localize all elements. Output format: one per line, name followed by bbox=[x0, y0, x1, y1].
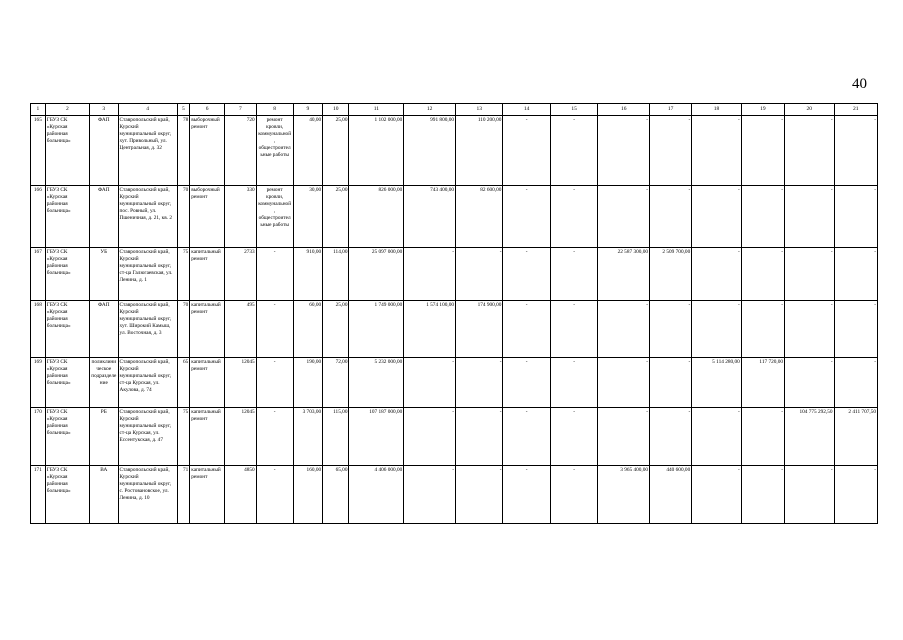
cell-col-17: - bbox=[650, 301, 692, 358]
cell-col-5: 75 bbox=[177, 248, 190, 301]
cell-col-16: - bbox=[598, 408, 650, 466]
cell-col-3: ВА bbox=[90, 466, 118, 524]
cell-col-21: - bbox=[834, 301, 877, 358]
cell-col-9: 30,00 bbox=[293, 186, 323, 248]
cell-col-16: 22 587 300,00 bbox=[598, 248, 650, 301]
table-row bbox=[31, 408, 878, 466]
cell-col-14: - bbox=[503, 466, 550, 524]
cell-col-11: 1 749 000,00 bbox=[349, 301, 404, 358]
cell-col-4: Ставропольский край, Курский муниципальный округ, с. Ростовановское, ул. Ленина, д. 10 bbox=[118, 466, 177, 524]
cell-col-13: - bbox=[456, 408, 503, 466]
cell-col-21: - bbox=[834, 186, 877, 248]
cell-col-21: 2 411 707,50 bbox=[834, 408, 877, 466]
cell-col-9: 40,00 bbox=[293, 116, 323, 186]
cell-col-11: 25 097 000,00 bbox=[349, 248, 404, 301]
column-number-1: 1 bbox=[31, 104, 46, 116]
cell-col-6: капитальный ремонт bbox=[190, 466, 225, 524]
cell-col-16: - bbox=[598, 358, 650, 408]
cell-col-11: 826 000,00 bbox=[349, 186, 404, 248]
column-number-16: 16 bbox=[598, 104, 650, 116]
cell-col-18: - bbox=[692, 301, 742, 358]
cell-col-4: Ставропольский край, Курский муниципальный округ, ст-ца Галюгаевская, ул. Ленина, д. 1 bbox=[118, 248, 177, 301]
cell-col-14: - bbox=[503, 358, 550, 408]
cell-col-5: 71 bbox=[177, 466, 190, 524]
cell-col-16: - bbox=[598, 116, 650, 186]
cell-col-18: - bbox=[692, 466, 742, 524]
column-number-12: 12 bbox=[404, 104, 456, 116]
cell-col-14: - bbox=[503, 248, 550, 301]
cell-col-20: - bbox=[785, 116, 835, 186]
cell-col-12: - bbox=[404, 358, 456, 408]
cell-col-7: 2733 bbox=[225, 248, 257, 301]
cell-col-2: ГБУЗ СК «Курская районная больница» bbox=[45, 248, 89, 301]
cell-col-8: - bbox=[256, 466, 293, 524]
cell-col-8: - bbox=[256, 301, 293, 358]
table-row bbox=[31, 466, 878, 524]
cell-col-19: 117 720,00 bbox=[741, 358, 784, 408]
cell-col-10: 114,00 bbox=[323, 248, 349, 301]
column-number-14: 14 bbox=[503, 104, 550, 116]
cell-col-19: - bbox=[741, 408, 784, 466]
table-row bbox=[31, 301, 878, 358]
column-number-7: 7 bbox=[225, 104, 257, 116]
cell-col-1: 166 bbox=[31, 186, 46, 248]
cell-col-3: поликлиническое подразделение bbox=[90, 358, 118, 408]
column-number-6: 6 bbox=[190, 104, 225, 116]
cell-col-19: - bbox=[741, 116, 784, 186]
cell-col-10: 72,00 bbox=[323, 358, 349, 408]
cell-col-10: 25,00 bbox=[323, 186, 349, 248]
cell-col-8: - bbox=[256, 248, 293, 301]
cell-col-2: ГБУЗ СК «Курская районная больница» bbox=[45, 358, 89, 408]
cell-col-6: капитальный ремонт bbox=[190, 248, 225, 301]
cell-col-11: 1 102 000,00 bbox=[349, 116, 404, 186]
cell-col-21: - bbox=[834, 358, 877, 408]
cell-col-14: - bbox=[503, 301, 550, 358]
column-number-13: 13 bbox=[456, 104, 503, 116]
cell-col-16: - bbox=[598, 301, 650, 358]
repair-program-table bbox=[30, 103, 878, 524]
table-row bbox=[31, 186, 878, 248]
cell-col-5: 78 bbox=[177, 116, 190, 186]
cell-col-3: РБ bbox=[90, 408, 118, 466]
cell-col-20: - bbox=[785, 301, 835, 358]
column-number-2: 2 bbox=[45, 104, 89, 116]
cell-col-4: Ставропольский край, Курский муниципальный округ, пос. Ровный, ул. Пшеничная, д. 21, кв. 2 bbox=[118, 186, 177, 248]
page-number: 40 bbox=[852, 76, 867, 92]
cell-col-5: 70 bbox=[177, 186, 190, 248]
cell-col-19: - bbox=[741, 466, 784, 524]
cell-col-12: 991 800,00 bbox=[404, 116, 456, 186]
cell-col-13: 174 900,00 bbox=[456, 301, 503, 358]
cell-col-4: Ставропольский край, Курский муниципальный округ, хут. Привольный, ул. Центральная, д. 32 bbox=[118, 116, 177, 186]
cell-col-11: 4 406 000,00 bbox=[349, 466, 404, 524]
cell-col-5: 65 bbox=[177, 358, 190, 408]
cell-col-3: УБ bbox=[90, 248, 118, 301]
cell-col-20: - bbox=[785, 466, 835, 524]
column-number-17: 17 bbox=[650, 104, 692, 116]
cell-col-17: - bbox=[650, 408, 692, 466]
cell-col-1: 169 bbox=[31, 358, 46, 408]
table-row bbox=[31, 116, 878, 186]
cell-col-4: Ставропольский край, Курский муниципальный округ, ст-ца Курская, ул. Ессентукская, д. 47 bbox=[118, 408, 177, 466]
cell-col-14: - bbox=[503, 186, 550, 248]
cell-col-10: 115,00 bbox=[323, 408, 349, 466]
cell-col-1: 167 bbox=[31, 248, 46, 301]
cell-col-19: - bbox=[741, 248, 784, 301]
cell-col-10: 25,00 bbox=[323, 116, 349, 186]
cell-col-14: - bbox=[503, 408, 550, 466]
cell-col-9: 190,00 bbox=[293, 358, 323, 408]
cell-col-2: ГБУЗ СК «Курская районная больница» bbox=[45, 186, 89, 248]
cell-col-1: 168 bbox=[31, 301, 46, 358]
cell-col-12: - bbox=[404, 408, 456, 466]
cell-col-9: 3 703,00 bbox=[293, 408, 323, 466]
cell-col-10: 25,00 bbox=[323, 301, 349, 358]
cell-col-15: - bbox=[550, 186, 597, 248]
cell-col-21: - bbox=[834, 116, 877, 186]
column-number-header-row bbox=[31, 104, 878, 116]
cell-col-13: - bbox=[456, 358, 503, 408]
cell-col-12: 1 574 100,00 bbox=[404, 301, 456, 358]
cell-col-17: 440 600,00 bbox=[650, 466, 692, 524]
table-row bbox=[31, 248, 878, 301]
cell-col-19: - bbox=[741, 186, 784, 248]
cell-col-17: 2 509 700,00 bbox=[650, 248, 692, 301]
cell-col-6: выборочный ремонт bbox=[190, 186, 225, 248]
cell-col-6: капитальный ремонт bbox=[190, 301, 225, 358]
cell-col-14: - bbox=[503, 116, 550, 186]
cell-col-7: 12045 bbox=[225, 358, 257, 408]
column-number-21: 21 bbox=[834, 104, 877, 116]
cell-col-13: 110 200,00 bbox=[456, 116, 503, 186]
cell-col-7: 495 bbox=[225, 301, 257, 358]
cell-col-2: ГБУЗ СК «Курская районная больница» bbox=[45, 466, 89, 524]
cell-col-1: 165 bbox=[31, 116, 46, 186]
cell-col-2: ГБУЗ СК «Курская районная больница» bbox=[45, 408, 89, 466]
cell-col-15: - bbox=[550, 408, 597, 466]
cell-col-15: - bbox=[550, 358, 597, 408]
cell-col-8: - bbox=[256, 408, 293, 466]
cell-col-7: 330 bbox=[225, 186, 257, 248]
cell-col-7: 720 bbox=[225, 116, 257, 186]
cell-col-18: - bbox=[692, 248, 742, 301]
cell-col-9: 910,00 bbox=[293, 248, 323, 301]
cell-col-16: - bbox=[598, 186, 650, 248]
cell-col-18: - bbox=[692, 408, 742, 466]
column-number-9: 9 bbox=[293, 104, 323, 116]
column-number-5: 5 bbox=[177, 104, 190, 116]
cell-col-3: ФАП bbox=[90, 186, 118, 248]
cell-col-17: - bbox=[650, 186, 692, 248]
cell-col-20: 104 775 292,50 bbox=[785, 408, 835, 466]
cell-col-21: - bbox=[834, 466, 877, 524]
cell-col-20: - bbox=[785, 186, 835, 248]
cell-col-13: 82 600,00 bbox=[456, 186, 503, 248]
cell-col-4: Ставропольский край, Курский муниципальный округ, ст-ца Курская, ул. Акулова, д. 74 bbox=[118, 358, 177, 408]
cell-col-5: 75 bbox=[177, 408, 190, 466]
cell-col-1: 171 bbox=[31, 466, 46, 524]
cell-col-15: - bbox=[550, 301, 597, 358]
column-number-3: 3 bbox=[90, 104, 118, 116]
cell-col-20: - bbox=[785, 248, 835, 301]
cell-col-15: - bbox=[550, 116, 597, 186]
cell-col-12: - bbox=[404, 248, 456, 301]
column-number-8: 8 bbox=[256, 104, 293, 116]
column-number-4: 4 bbox=[118, 104, 177, 116]
cell-col-7: 4850 bbox=[225, 466, 257, 524]
cell-col-5: 70 bbox=[177, 301, 190, 358]
cell-col-11: 5 232 000,00 bbox=[349, 358, 404, 408]
cell-col-20: - bbox=[785, 358, 835, 408]
cell-col-18: 5 114 280,00 bbox=[692, 358, 742, 408]
cell-col-12: - bbox=[404, 466, 456, 524]
cell-col-8: ремонт кровли, коммунальной, общестроительные работы bbox=[256, 186, 293, 248]
cell-col-2: ГБУЗ СК «Курская районная больница» bbox=[45, 116, 89, 186]
cell-col-13: - bbox=[456, 466, 503, 524]
cell-col-7: 12045 bbox=[225, 408, 257, 466]
table-row bbox=[31, 358, 878, 408]
cell-col-8: ремонт кровли, коммунальной, общестроительные работы bbox=[256, 116, 293, 186]
cell-col-3: ФАП bbox=[90, 116, 118, 186]
cell-col-18: - bbox=[692, 186, 742, 248]
cell-col-9: 60,00 bbox=[293, 301, 323, 358]
cell-col-17: - bbox=[650, 358, 692, 408]
cell-col-11: 107 187 000,00 bbox=[349, 408, 404, 466]
cell-col-13: - bbox=[456, 248, 503, 301]
cell-col-6: капитальный ремонт bbox=[190, 408, 225, 466]
cell-col-8: - bbox=[256, 358, 293, 408]
cell-col-15: - bbox=[550, 466, 597, 524]
cell-col-16: 3 965 400,00 bbox=[598, 466, 650, 524]
column-number-10: 10 bbox=[323, 104, 349, 116]
cell-col-21: - bbox=[834, 248, 877, 301]
cell-col-15: - bbox=[550, 248, 597, 301]
cell-col-19: - bbox=[741, 301, 784, 358]
cell-col-18: - bbox=[692, 116, 742, 186]
column-number-11: 11 bbox=[349, 104, 404, 116]
column-number-18: 18 bbox=[692, 104, 742, 116]
cell-col-1: 170 bbox=[31, 408, 46, 466]
cell-col-6: капитальный ремонт bbox=[190, 358, 225, 408]
cell-col-10: 65,00 bbox=[323, 466, 349, 524]
cell-col-2: ГБУЗ СК «Курская районная больница» bbox=[45, 301, 89, 358]
column-number-15: 15 bbox=[550, 104, 597, 116]
cell-col-17: - bbox=[650, 116, 692, 186]
cell-col-3: ФАП bbox=[90, 301, 118, 358]
cell-col-6: выборочный ремонт bbox=[190, 116, 225, 186]
cell-col-9: 160,00 bbox=[293, 466, 323, 524]
cell-col-4: Ставропольский край, Курский муниципальный округ, хут. Широкий Камыш, ул. Восточная, д. 3 bbox=[118, 301, 177, 358]
cell-col-12: 743 400,00 bbox=[404, 186, 456, 248]
column-number-19: 19 bbox=[741, 104, 784, 116]
column-number-20: 20 bbox=[785, 104, 835, 116]
